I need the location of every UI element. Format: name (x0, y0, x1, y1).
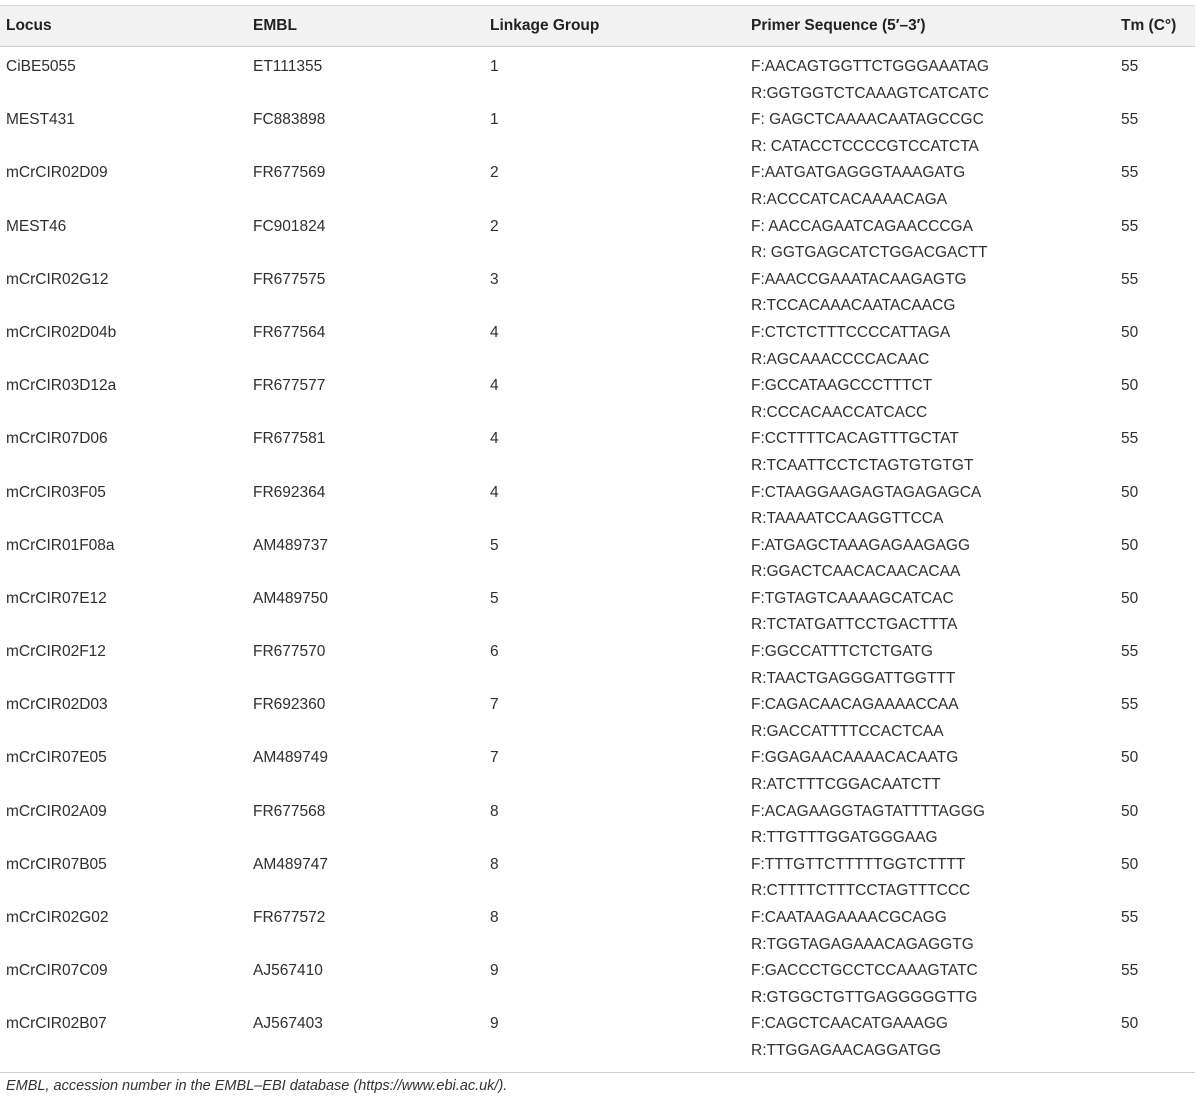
cell-linkage-group: 1 (490, 111, 499, 129)
cell-embl: FR677577 (253, 377, 326, 395)
reverse-primer: R:ACCCATCACAAAACAGA (751, 190, 948, 208)
forward-primer: F:CAGACAACAGAAAACCAA (751, 696, 959, 714)
table-row (0, 107, 1195, 160)
cell-tm: 55 (1121, 962, 1139, 980)
cell-tm: 55 (1121, 164, 1139, 182)
forward-primer: F:CAATAAGAAAACGCAGG (751, 909, 947, 926)
table-header (0, 6, 1195, 47)
table-row (0, 692, 1195, 745)
reverse-primer: R:TCTATGATTCCTGACTTTA (751, 616, 958, 634)
cell-linkage-group: 4 (490, 377, 499, 395)
table-row (0, 160, 1195, 213)
cell-tm: 55 (1121, 270, 1139, 288)
forward-primer: F: AACCAGAATCAGAACCCGA (751, 217, 973, 235)
table-row (0, 426, 1195, 479)
cell-linkage-group: 8 (490, 855, 499, 873)
cell-locus: mCrCIR02D04b (6, 323, 117, 341)
cell-primer-sequence (745, 107, 1115, 160)
cell-linkage-group: 1 (490, 58, 499, 75)
primer-table (0, 5, 1195, 1065)
primer-table-container (0, 5, 1195, 1065)
cell-locus: mCrCIR03F05 (6, 483, 106, 501)
table-row (0, 905, 1195, 958)
reverse-primer: R:CTTTTCTTTCCTAGTTTCCC (751, 882, 971, 900)
cell-embl: FR677569 (253, 164, 326, 182)
table-row (0, 745, 1195, 798)
cell-embl: FC901824 (253, 217, 326, 235)
cell-primer-sequence (745, 214, 1115, 267)
forward-primer: F:TGTAGTCAAAAGCATCAC (751, 589, 954, 607)
cell-primer-sequence (745, 799, 1115, 852)
cell-tm: 50 (1121, 802, 1139, 820)
reverse-primer: R:TTGTTTGGATGGGAAG (751, 829, 938, 847)
cell-tm: 55 (1121, 909, 1139, 926)
cell-linkage-group: 5 (490, 536, 499, 554)
cell-tm: 55 (1121, 111, 1139, 129)
forward-primer: F:CTAAGGAAGAGTAGAGAGCA (751, 483, 982, 501)
cell-tm: 50 (1121, 323, 1139, 341)
cell-linkage-group: 4 (490, 430, 499, 448)
cell-tm: 55 (1121, 643, 1139, 661)
cell-embl: AM489749 (253, 749, 328, 767)
cell-embl: FR677564 (253, 323, 326, 341)
cell-primer-sequence (745, 692, 1115, 745)
table-footnote: EMBL, accession number in the EMBL–EBI database (https://www.ebi.ac.uk/). (6, 1078, 508, 1094)
cell-locus: mCrCIR02D03 (6, 696, 108, 714)
header-linkage-group: Linkage Group (490, 17, 600, 34)
forward-primer: F:CAGCTCAACATGAAAGG (751, 1015, 948, 1033)
reverse-primer: R:GGACTCAACACAACACAA (751, 563, 961, 581)
table-body (0, 47, 1195, 1065)
cell-locus: mCrCIR02G12 (6, 270, 109, 288)
cell-embl: AM489747 (253, 855, 328, 873)
table-row (0, 586, 1195, 639)
cell-primer-sequence (745, 852, 1115, 905)
cell-linkage-group: 4 (490, 483, 499, 501)
cell-linkage-group: 9 (490, 1015, 499, 1033)
cell-locus: mCrCIR02B07 (6, 1015, 107, 1033)
cell-linkage-group: 5 (490, 589, 499, 607)
reverse-primer: R:ATCTTTCGGACAATCTT (751, 776, 941, 794)
cell-primer-sequence (745, 586, 1115, 639)
table-row (0, 214, 1195, 267)
reverse-primer: R:GTGGCTGTTGAGGGGGTTG (751, 988, 978, 1006)
cell-locus: mCrCIR07E05 (6, 749, 107, 767)
reverse-primer: R:AGCAAACCCCACAAC (751, 350, 930, 368)
cell-embl: FR692364 (253, 483, 326, 501)
cell-primer-sequence (745, 1011, 1115, 1064)
cell-primer-sequence (745, 905, 1115, 958)
cell-locus: MEST431 (6, 111, 75, 129)
table-row (0, 480, 1195, 533)
forward-primer: F:GACCCTGCCTCCAAAGTATC (751, 962, 978, 980)
cell-linkage-group: 3 (490, 270, 499, 288)
table-row (0, 320, 1195, 373)
forward-primer: F:AATGATGAGGGTAAAGATG (751, 164, 966, 182)
cell-primer-sequence (745, 160, 1115, 213)
cell-linkage-group: 2 (490, 164, 499, 182)
forward-primer: F:GGCCATTTCTCTGATG (751, 643, 933, 661)
forward-primer: F:GCCATAAGCCCTTTCT (751, 377, 933, 395)
cell-linkage-group: 8 (490, 802, 499, 820)
cell-locus: mCrCIR07D06 (6, 430, 108, 448)
cell-locus: mCrCIR02A09 (6, 802, 107, 820)
cell-embl: FR677581 (253, 430, 326, 448)
cell-tm: 50 (1121, 536, 1139, 554)
cell-primer-sequence (745, 745, 1115, 798)
cell-locus: mCrCIR07B05 (6, 855, 107, 873)
cell-primer-sequence (745, 639, 1115, 692)
cell-linkage-group: 7 (490, 696, 499, 714)
cell-primer-sequence (745, 373, 1115, 426)
table-row (0, 958, 1195, 1011)
header-tm: Tm (C°) (1121, 17, 1177, 34)
reverse-primer: R: GGTGAGCATCTGGACGACTT (751, 244, 988, 262)
forward-primer: F:CCTTTTCACAGTTTGCTAT (751, 430, 959, 448)
cell-primer-sequence (745, 47, 1115, 108)
cell-embl: FR677568 (253, 802, 326, 820)
cell-locus: mCrCIR01F08a (6, 536, 115, 554)
header-embl: EMBL (253, 17, 297, 34)
cell-embl: FR677570 (253, 643, 326, 661)
cell-primer-sequence (745, 480, 1115, 533)
cell-locus: mCrCIR07C09 (6, 962, 108, 980)
cell-tm: 50 (1121, 1015, 1139, 1033)
cell-tm: 50 (1121, 377, 1139, 395)
forward-primer: F:ACAGAAGGTAGTATTTTAGGG (751, 802, 985, 820)
cell-tm: 50 (1121, 855, 1139, 873)
reverse-primer: R:TCAATTCCTCTAGTGTGTGT (751, 456, 974, 474)
cell-locus: mCrCIR02D09 (6, 164, 108, 182)
reverse-primer: R:TCCACAAACAATACAACG (751, 297, 956, 315)
cell-embl: AM489750 (253, 589, 328, 607)
table-row (0, 533, 1195, 586)
table-bottom-rule (0, 1072, 1195, 1073)
cell-tm: 55 (1121, 58, 1139, 75)
header-row (0, 6, 1195, 47)
cell-primer-sequence (745, 426, 1115, 479)
cell-embl: FR677572 (253, 909, 326, 926)
table-row (0, 47, 1195, 108)
cell-linkage-group: 8 (490, 909, 499, 926)
table-row (0, 1011, 1195, 1064)
forward-primer: F:CTCTCTTTCCCCATTAGA (751, 323, 951, 341)
forward-primer: F: GAGCTCAAAACAATAGCCGC (751, 111, 984, 129)
cell-embl: FR692360 (253, 696, 326, 714)
forward-primer: F:AAACCGAAATACAAGAGTG (751, 270, 967, 288)
cell-locus: MEST46 (6, 217, 67, 235)
cell-tm: 55 (1121, 696, 1139, 714)
cell-tm: 55 (1121, 430, 1139, 448)
reverse-primer: R:TGGTAGAGAAACAGAGGTG (751, 935, 974, 953)
reverse-primer: R:GGTGGTCTCAAAGTCATCATC (751, 84, 989, 102)
table-row (0, 373, 1195, 426)
reverse-primer: R:CCCACAACCATCACC (751, 403, 928, 421)
forward-primer: F:TTTGTTCTTTTTGGTCTTTT (751, 855, 966, 873)
forward-primer: F:GGAGAACAAAACACAATG (751, 749, 959, 767)
cell-linkage-group: 4 (490, 323, 499, 341)
forward-primer: F:ATGAGCTAAAGAGAAGAGG (751, 536, 971, 554)
cell-primer-sequence (745, 320, 1115, 373)
cell-embl: AJ567410 (253, 962, 323, 980)
reverse-primer: R:TTGGAGAACAGGATGG (751, 1041, 942, 1059)
forward-primer: F:AACAGTGGTTCTGGGAAATAG (751, 58, 989, 75)
cell-embl: FC883898 (253, 111, 326, 129)
cell-tm: 50 (1121, 589, 1139, 607)
cell-linkage-group: 7 (490, 749, 499, 767)
cell-tm: 50 (1121, 483, 1139, 501)
table-row (0, 799, 1195, 852)
cell-linkage-group: 6 (490, 643, 499, 661)
cell-locus: mCrCIR07E12 (6, 589, 107, 607)
cell-tm: 55 (1121, 217, 1139, 235)
reverse-primer: R:TAACTGAGGGATTGGTTT (751, 669, 956, 687)
cell-embl: FR677575 (253, 270, 326, 288)
table-row (0, 639, 1195, 692)
cell-tm: 50 (1121, 749, 1139, 767)
cell-embl: ET111355 (253, 58, 323, 75)
cell-primer-sequence (745, 958, 1115, 1011)
cell-embl: AM489737 (253, 536, 328, 554)
header-locus: Locus (6, 17, 52, 34)
cell-locus: CiBE5055 (6, 58, 76, 75)
cell-primer-sequence (745, 267, 1115, 320)
header-primer-sequence: Primer Sequence (5′–3′) (751, 17, 926, 34)
cell-primer-sequence (745, 533, 1115, 586)
cell-locus: mCrCIR02F12 (6, 643, 106, 661)
table-row (0, 267, 1195, 320)
cell-locus: mCrCIR03D12a (6, 377, 117, 395)
cell-embl: AJ567403 (253, 1015, 323, 1033)
reverse-primer: R:TAAAATCCAAGGTTCCA (751, 510, 944, 528)
cell-linkage-group: 2 (490, 217, 499, 235)
cell-locus: mCrCIR02G02 (6, 909, 109, 926)
cell-linkage-group: 9 (490, 962, 499, 980)
reverse-primer: R: CATACCTCCCCGTCCATCTA (751, 137, 979, 155)
table-row (0, 852, 1195, 905)
reverse-primer: R:GACCATTTTCCACTCAA (751, 722, 944, 740)
